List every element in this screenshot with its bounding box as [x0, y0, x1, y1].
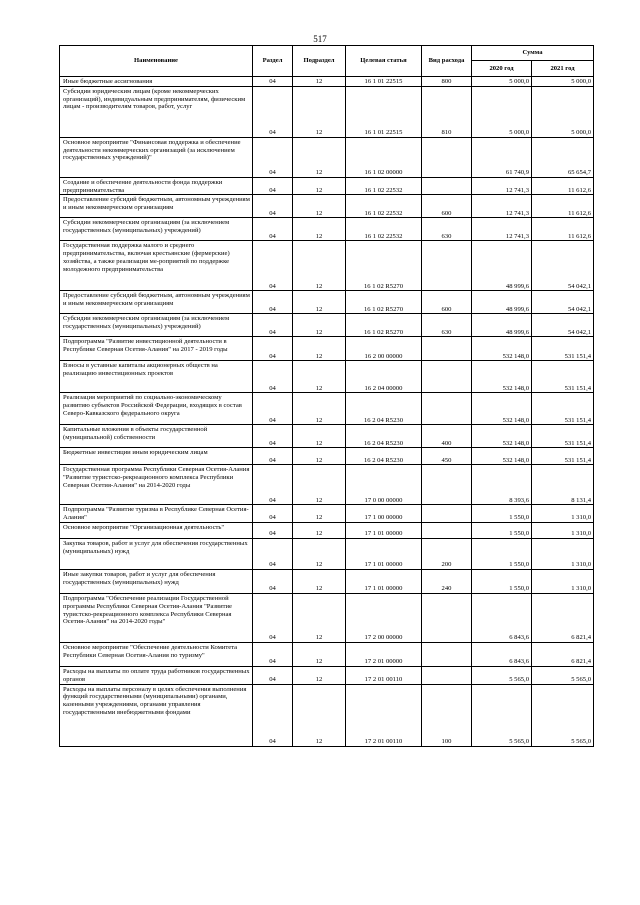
table-row — [60, 505, 594, 523]
row-sum-2021: 5 000,0 — [532, 86, 594, 137]
row-article: 17 2 01 00110 — [346, 666, 422, 684]
row-name: Подпрограмма "Развитие инвестиционной деятельности в Республике Северная Осетия-Алания" на 2017 - 2019 годы — [60, 337, 253, 361]
row-article: 16 1 01 22515 — [346, 86, 422, 137]
row-article: 16 1 02 R5270 — [346, 291, 422, 314]
row-sum-2020: 12 741,3 — [472, 177, 532, 195]
row-expense — [422, 666, 472, 684]
row-article: 17 1 01 00000 — [346, 569, 422, 593]
row-expense — [422, 642, 472, 666]
row-podrazdel: 12 — [293, 314, 346, 337]
row-sum-2021: 65 654,7 — [532, 137, 594, 177]
row-podrazdel: 12 — [293, 593, 346, 642]
row-sum-2020: 1 550,0 — [472, 569, 532, 593]
row-podrazdel: 12 — [293, 86, 346, 137]
row-article: 16 2 04 R5230 — [346, 393, 422, 425]
row-sum-2021: 1 310,0 — [532, 569, 594, 593]
row-razdel: 04 — [253, 538, 293, 569]
row-name: Государственная поддержка малого и среднего предпринимательства, включая крестьянские (фермерские) хозяйства, а также реализация ме-роприятий по поддержке молодежного предпринимательства — [60, 241, 253, 291]
table-row — [60, 642, 594, 666]
row-podrazdel: 12 — [293, 291, 346, 314]
row-expense: 200 — [422, 538, 472, 569]
row-sum-2021: 531 151,4 — [532, 425, 594, 448]
row-article: 17 2 01 00110 — [346, 684, 422, 746]
table-row — [60, 137, 594, 177]
row-name: Предоставление субсидий бюджетным, автономным учреждениям и иным некоммерческим организациям — [60, 291, 253, 314]
header-article: Целевая статья — [346, 46, 422, 77]
row-podrazdel: 12 — [293, 137, 346, 177]
row-razdel: 04 — [253, 241, 293, 291]
row-razdel: 04 — [253, 393, 293, 425]
row-podrazdel: 12 — [293, 684, 346, 746]
row-sum-2021: 54 042,1 — [532, 241, 594, 291]
row-razdel: 04 — [253, 291, 293, 314]
table-row — [60, 393, 594, 425]
row-expense: 600 — [422, 195, 472, 218]
row-article: 16 1 02 R5270 — [346, 314, 422, 337]
row-razdel: 04 — [253, 425, 293, 448]
row-expense — [422, 177, 472, 195]
row-podrazdel: 12 — [293, 538, 346, 569]
row-podrazdel: 12 — [293, 77, 346, 87]
row-article: 16 2 04 R5230 — [346, 448, 422, 465]
row-article: 17 0 00 00000 — [346, 465, 422, 505]
row-razdel: 04 — [253, 314, 293, 337]
row-razdel: 04 — [253, 448, 293, 465]
row-sum-2020: 5 000,0 — [472, 86, 532, 137]
row-razdel: 04 — [253, 218, 293, 241]
row-name: Субсидии некоммерческим организациям (за исключением государственных (муниципальных) учреждений) — [60, 218, 253, 241]
row-name: Бюджетные инвестиции иным юридическим лицам — [60, 448, 253, 465]
row-expense: 810 — [422, 86, 472, 137]
table-row — [60, 77, 594, 87]
table-row — [60, 241, 594, 291]
row-podrazdel: 12 — [293, 642, 346, 666]
row-razdel: 04 — [253, 77, 293, 87]
row-sum-2021: 5 000,0 — [532, 77, 594, 87]
table-row — [60, 195, 594, 218]
row-name: Субсидии юридическим лицам (кроме некоммерческих организаций), индивидуальным предпринимателям, физическим лицам - производителям товаров, работ, услуг — [60, 86, 253, 137]
row-sum-2020: 532 148,0 — [472, 337, 532, 361]
row-name: Расходы на выплаты по оплате труда работников государственных органов — [60, 666, 253, 684]
row-sum-2021: 11 612,6 — [532, 195, 594, 218]
row-article: 16 1 02 22532 — [346, 195, 422, 218]
row-expense: 100 — [422, 684, 472, 746]
table-row — [60, 684, 594, 746]
header-sum: Сумма — [472, 46, 594, 61]
row-sum-2021: 6 821,4 — [532, 642, 594, 666]
row-article: 17 2 00 00000 — [346, 593, 422, 642]
row-name: Предоставление субсидий бюджетным, автономным учреждениям и иным некоммерческим организациям — [60, 195, 253, 218]
row-razdel: 04 — [253, 666, 293, 684]
row-podrazdel: 12 — [293, 177, 346, 195]
row-expense: 800 — [422, 77, 472, 87]
row-razdel: 04 — [253, 195, 293, 218]
row-sum-2021: 11 612,6 — [532, 177, 594, 195]
row-sum-2020: 1 550,0 — [472, 522, 532, 538]
row-expense — [422, 393, 472, 425]
table-row — [60, 593, 594, 642]
header-expense: Вид расхода — [422, 46, 472, 77]
row-name: Подпрограмма "Обеспечение реализации Государственной программы Республики Северная Осетия-Алания "Развитие туристско-рекреационного комплекса Республики Северная Осетия-Алания" на 2014-2020 годы" — [60, 593, 253, 642]
row-name: Основное мероприятие "Финансовая поддержка и обеспечение деятельности некоммерческих организаций (за исключением государственных учреждений)" — [60, 137, 253, 177]
table-row — [60, 569, 594, 593]
row-podrazdel: 12 — [293, 505, 346, 523]
row-sum-2021: 531 151,4 — [532, 361, 594, 393]
row-name: Субсидии некоммерческим организациям (за исключением государственных (муниципальных) учреждений) — [60, 314, 253, 337]
table-row — [60, 465, 594, 505]
table-row — [60, 425, 594, 448]
row-expense: 630 — [422, 314, 472, 337]
row-razdel: 04 — [253, 569, 293, 593]
row-sum-2021: 1 310,0 — [532, 522, 594, 538]
row-expense: 240 — [422, 569, 472, 593]
row-expense: 450 — [422, 448, 472, 465]
header-year-2021: 2021 год — [532, 61, 594, 77]
row-sum-2020: 6 843,6 — [472, 593, 532, 642]
row-podrazdel: 12 — [293, 569, 346, 593]
row-sum-2021: 531 151,4 — [532, 337, 594, 361]
row-expense: 600 — [422, 291, 472, 314]
row-sum-2020: 5 565,0 — [472, 666, 532, 684]
row-podrazdel: 12 — [293, 393, 346, 425]
row-sum-2020: 532 148,0 — [472, 361, 532, 393]
budget-table — [59, 45, 594, 747]
row-expense: 630 — [422, 218, 472, 241]
row-article: 16 1 01 22515 — [346, 77, 422, 87]
row-podrazdel: 12 — [293, 425, 346, 448]
row-name: Расходы на выплаты персоналу в целях обеспечения выполнения функций государственными (муниципальными) органами, казенными учреждениями, органами управления государственными внебюджетными фондами — [60, 684, 253, 746]
table-row — [60, 314, 594, 337]
row-sum-2021: 54 042,1 — [532, 291, 594, 314]
row-sum-2021: 11 612,6 — [532, 218, 594, 241]
row-razdel: 04 — [253, 361, 293, 393]
row-podrazdel: 12 — [293, 218, 346, 241]
row-name: Иные бюджетные ассигнования — [60, 77, 253, 87]
row-razdel: 04 — [253, 505, 293, 523]
row-razdel: 04 — [253, 642, 293, 666]
row-name: Основное мероприятие "Организационная деятельность" — [60, 522, 253, 538]
row-podrazdel: 12 — [293, 361, 346, 393]
row-expense — [422, 337, 472, 361]
row-sum-2020: 48 999,6 — [472, 241, 532, 291]
row-razdel: 04 — [253, 337, 293, 361]
row-sum-2020: 6 843,6 — [472, 642, 532, 666]
row-sum-2021: 8 131,4 — [532, 465, 594, 505]
row-name: Реализация мероприятий по социально-экономическому развитию субъектов Российской Федерации, входящих в состав Северо-Кавказского федерального округа — [60, 393, 253, 425]
row-expense — [422, 522, 472, 538]
row-sum-2021: 1 310,0 — [532, 505, 594, 523]
row-sum-2020: 1 550,0 — [472, 538, 532, 569]
row-podrazdel: 12 — [293, 337, 346, 361]
row-name: Капитальные вложения в объекты государственной (муниципальной) собственности — [60, 425, 253, 448]
row-expense — [422, 241, 472, 291]
row-podrazdel: 12 — [293, 465, 346, 505]
row-article: 16 2 04 R5230 — [346, 425, 422, 448]
table-row — [60, 291, 594, 314]
row-article: 16 1 02 R5270 — [346, 241, 422, 291]
row-razdel: 04 — [253, 593, 293, 642]
table-row — [60, 666, 594, 684]
row-name: Закупка товаров, работ и услуг для обеспечения государственных (муниципальных) нужд — [60, 538, 253, 569]
row-name: Взносы в уставные капиталы акционерных обществ на реализацию инвестиционных проектов — [60, 361, 253, 393]
row-sum-2020: 61 740,9 — [472, 137, 532, 177]
row-expense: 400 — [422, 425, 472, 448]
row-article: 16 1 02 00000 — [346, 137, 422, 177]
row-expense — [422, 593, 472, 642]
table-row — [60, 177, 594, 195]
table-row — [60, 86, 594, 137]
row-article: 17 1 01 00000 — [346, 522, 422, 538]
row-name: Иные закупки товаров, работ и услуг для обеспечения государственных (муниципальных) нужд — [60, 569, 253, 593]
row-sum-2021: 6 821,4 — [532, 593, 594, 642]
row-article: 16 1 02 22532 — [346, 177, 422, 195]
table-row — [60, 448, 594, 465]
row-expense — [422, 465, 472, 505]
row-razdel: 04 — [253, 522, 293, 538]
row-podrazdel: 12 — [293, 522, 346, 538]
row-razdel: 04 — [253, 86, 293, 137]
table-row — [60, 218, 594, 241]
row-sum-2021: 5 565,0 — [532, 666, 594, 684]
row-name: Основное мероприятие "Обеспечение деятельности Комитета Республики Северная Осетия-Алания по туризму" — [60, 642, 253, 666]
row-sum-2021: 531 151,4 — [532, 393, 594, 425]
row-sum-2020: 5 565,0 — [472, 684, 532, 746]
row-expense — [422, 137, 472, 177]
row-razdel: 04 — [253, 684, 293, 746]
table-row — [60, 361, 594, 393]
row-sum-2020: 12 741,3 — [472, 195, 532, 218]
row-sum-2020: 1 550,0 — [472, 505, 532, 523]
row-article: 17 1 01 00000 — [346, 538, 422, 569]
row-razdel: 04 — [253, 177, 293, 195]
row-article: 16 2 00 00000 — [346, 337, 422, 361]
row-sum-2021: 1 310,0 — [532, 538, 594, 569]
row-article: 16 2 04 00000 — [346, 361, 422, 393]
row-podrazdel: 12 — [293, 195, 346, 218]
row-podrazdel: 12 — [293, 448, 346, 465]
row-podrazdel: 12 — [293, 666, 346, 684]
row-podrazdel: 12 — [293, 241, 346, 291]
row-sum-2021: 54 042,1 — [532, 314, 594, 337]
row-sum-2020: 5 000,0 — [472, 77, 532, 87]
row-sum-2020: 48 999,6 — [472, 291, 532, 314]
table-body — [60, 77, 594, 747]
row-sum-2021: 5 565,0 — [532, 684, 594, 746]
row-article: 17 1 00 00000 — [346, 505, 422, 523]
table-header — [60, 46, 594, 77]
row-razdel: 04 — [253, 137, 293, 177]
row-expense — [422, 361, 472, 393]
row-sum-2020: 48 999,6 — [472, 314, 532, 337]
header-podrazdel: Подраздел — [293, 46, 346, 77]
table-row — [60, 538, 594, 569]
row-sum-2020: 532 148,0 — [472, 393, 532, 425]
row-razdel: 04 — [253, 465, 293, 505]
row-name: Государственная программа Республики Северная Осетия-Алания "Развитие туристско-рекреационного комплекса Республики Северная Осетия-Алания" на 2014-2020 годы — [60, 465, 253, 505]
table-row — [60, 337, 594, 361]
row-article: 17 2 01 00000 — [346, 642, 422, 666]
row-sum-2021: 531 151,4 — [532, 448, 594, 465]
page-number: 517 — [313, 34, 327, 44]
row-article: 16 1 02 22532 — [346, 218, 422, 241]
row-sum-2020: 12 741,3 — [472, 218, 532, 241]
header-name: Наименование — [60, 46, 253, 77]
row-name: Создание и обеспечение деятельности фонда поддержки предпринимательства — [60, 177, 253, 195]
row-sum-2020: 532 148,0 — [472, 425, 532, 448]
row-sum-2020: 532 148,0 — [472, 448, 532, 465]
row-sum-2020: 8 393,6 — [472, 465, 532, 505]
header-year-2020: 2020 год — [472, 61, 532, 77]
row-name: Подпрограмма "Развитие туризма в Республике Северная Осетия-Алания" — [60, 505, 253, 523]
row-expense — [422, 505, 472, 523]
header-razdel: Раздел — [253, 46, 293, 77]
table-row — [60, 522, 594, 538]
